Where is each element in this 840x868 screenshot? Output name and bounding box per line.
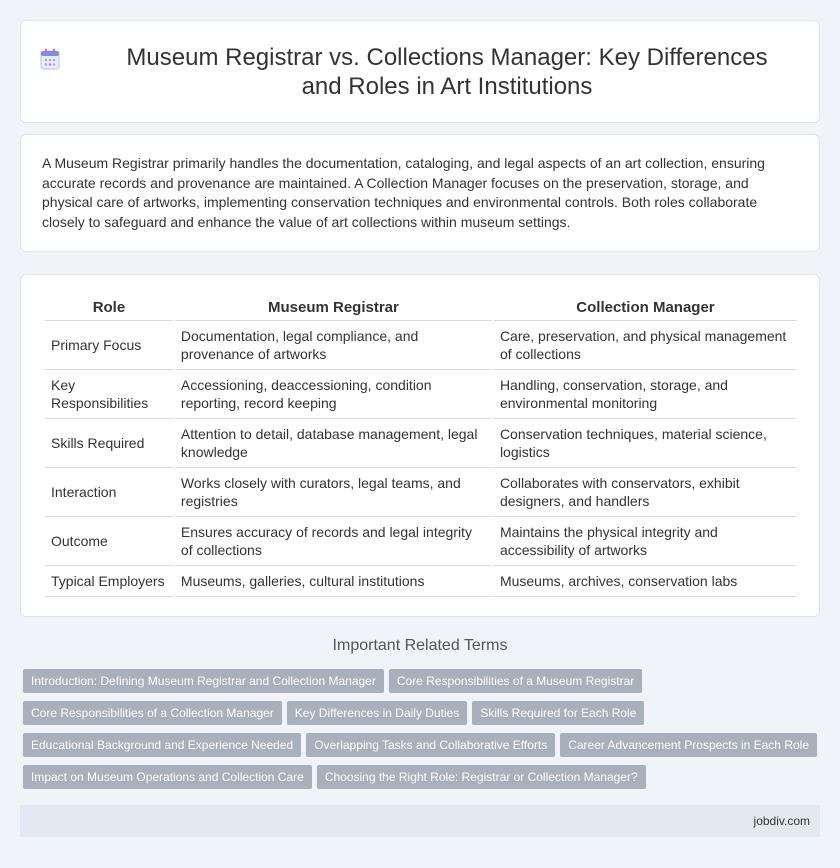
header-museum-registrar: Museum Registrar — [175, 295, 492, 321]
table-cell-role: Interaction — [45, 468, 173, 517]
header-collection-manager: Collection Manager — [494, 295, 797, 321]
page-title: Museum Registrar vs. Collections Manager: Key Differences and Roles in Art Institutions — [126, 44, 768, 100]
table-cell-role: Key Responsibilities — [45, 370, 173, 419]
table-cell-manager: Conservation techniques, material science, logistics — [494, 419, 797, 468]
table-cell-registrar: Works closely with curators, legal teams, and registries — [175, 468, 492, 517]
footer — [20, 805, 820, 837]
table-row — [45, 468, 797, 517]
header-role: Role — [45, 295, 173, 321]
table-row — [45, 566, 797, 597]
table-cell-manager: Maintains the physical integrity and accessibility of artworks — [494, 517, 797, 566]
footer-site-link[interactable]: jobdiv.com — [753, 814, 810, 828]
related-term-tag[interactable]: Introduction: Defining Museum Registrar and Collection Manager — [23, 669, 384, 693]
table-cell-manager: Museums, archives, conservation labs — [494, 566, 797, 597]
table-row — [45, 517, 797, 566]
tag-row — [23, 669, 823, 701]
related-term-tag[interactable]: Overlapping Tasks and Collaborative Efforts — [306, 733, 555, 757]
calendar-icon — [40, 48, 60, 70]
related-terms-tags — [23, 669, 823, 797]
table-cell-manager: Collaborates with conservators, exhibit designers, and handlers — [494, 468, 797, 517]
related-term-tag[interactable]: Skills Required for Each Role — [472, 701, 644, 725]
related-term-tag[interactable]: Core Responsibilities of a Museum Registrar — [389, 669, 642, 693]
table-row — [45, 370, 797, 419]
table-row — [45, 419, 797, 468]
table-cell-role: Typical Employers — [45, 566, 173, 597]
tag-row — [23, 733, 823, 765]
related-term-tag[interactable]: Impact on Museum Operations and Collection Care — [23, 765, 312, 789]
intro-paragraph: A Museum Registrar primarily handles the documentation, cataloging, and legal aspects of an art collection, ensuring accurate records and provenance are maintained. A Collection Manager focuses on the preservation, storage, and physical care of artworks, implementing conservation techniques and environmental controls. Both roles collaborate closely to safeguard and enhance the value of art collections within museum settings. — [42, 155, 765, 230]
table-cell-registrar: Museums, galleries, cultural institutions — [175, 566, 492, 597]
table-cell-manager: Handling, conservation, storage, and environmental monitoring — [494, 370, 797, 419]
related-term-tag[interactable]: Core Responsibilities of a Collection Manager — [23, 701, 282, 725]
related-term-tag[interactable]: Key Differences in Daily Duties — [287, 701, 468, 725]
title-card — [20, 20, 820, 123]
comparison-table — [43, 295, 799, 597]
table-header-row — [45, 295, 797, 321]
related-term-tag[interactable]: Choosing the Right Role: Registrar or Collection Manager? — [317, 765, 646, 789]
table-cell-role: Skills Required — [45, 419, 173, 468]
related-terms-heading: Important Related Terms — [332, 637, 508, 654]
related-term-tag[interactable]: Career Advancement Prospects in Each Role — [560, 733, 817, 757]
table-cell-registrar: Accessioning, deaccessioning, condition reporting, record keeping — [175, 370, 492, 419]
table-cell-registrar: Documentation, legal compliance, and provenance of artworks — [175, 321, 492, 370]
tag-row — [23, 701, 823, 733]
table-cell-role: Outcome — [45, 517, 173, 566]
title-wrap — [61, 43, 799, 101]
table-cell-registrar: Ensures accuracy of records and legal integrity of collections — [175, 517, 492, 566]
related-term-tag[interactable]: Educational Background and Experience Needed — [23, 733, 301, 757]
table-cell-registrar: Attention to detail, database management, legal knowledge — [175, 419, 492, 468]
table-row — [45, 321, 797, 370]
comparison-table-card — [20, 274, 820, 617]
table-cell-role: Primary Focus — [45, 321, 173, 370]
intro-card — [20, 134, 820, 252]
tag-row — [23, 765, 823, 797]
table-cell-manager: Care, preservation, and physical management of collections — [494, 321, 797, 370]
